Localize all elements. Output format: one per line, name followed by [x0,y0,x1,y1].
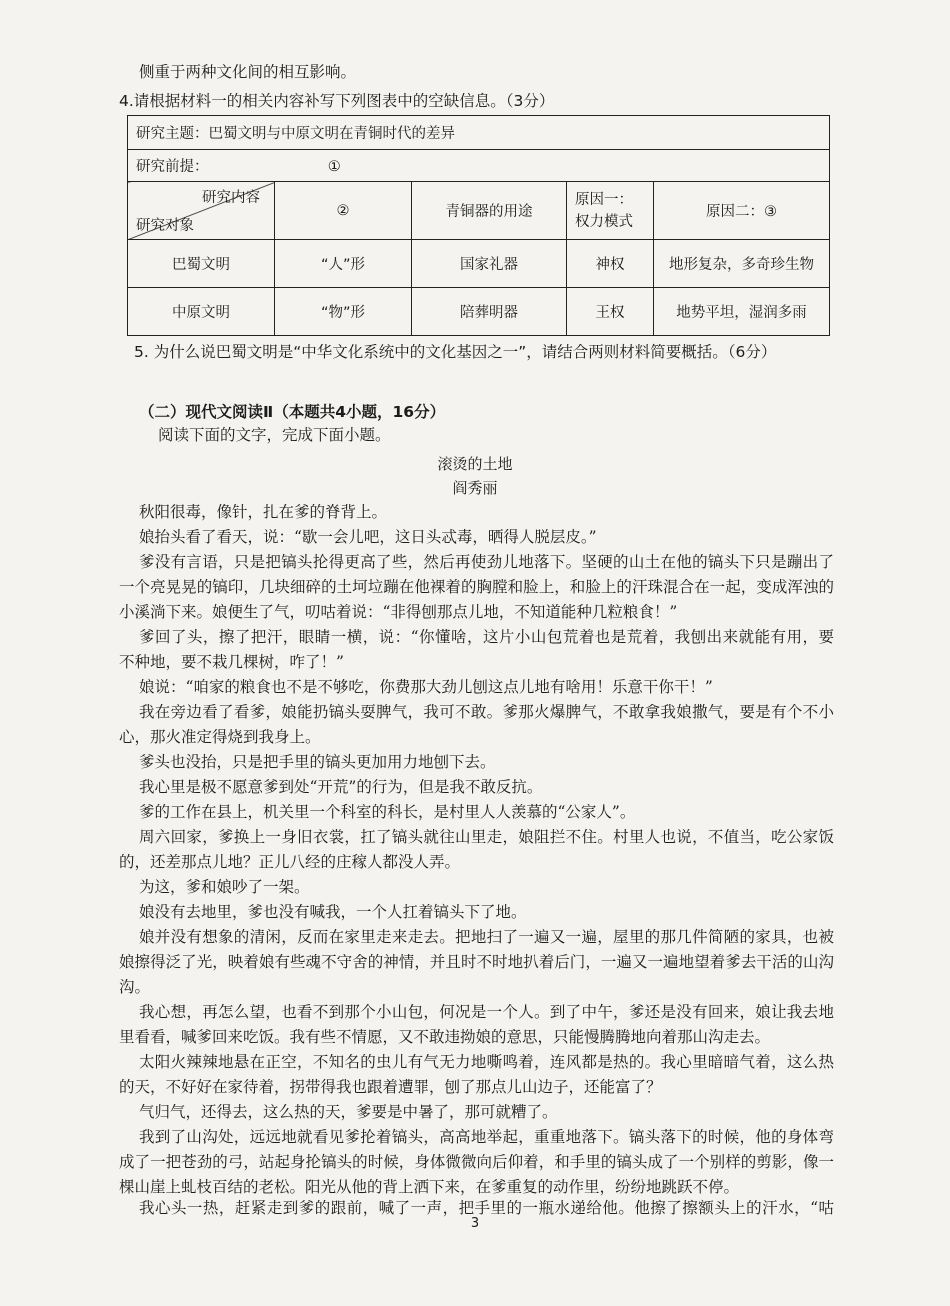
row-shape: “物”形 [275,288,412,336]
header-research-content: 研究内容 [202,190,260,206]
body-line: 娘抬头看了看天，说：“歇一会儿吧，这日头忒毒，晒得人脱层皮。” [139,528,597,546]
header-bronze-use: 青铜器的用途 [412,182,567,240]
article-author: 阎秀丽 [452,479,498,497]
table-topic: 研究主题：巴蜀文明与中原文明在青铜时代的差异 [128,116,830,150]
body-line: 爹没有言语，只是把镐头抡得更高了些，然后再使劲儿地落下。坚硬的山土在他的镐头下只是蹦出了 [139,553,834,571]
row-use: 陪葬明器 [412,288,567,336]
table-row [128,240,830,288]
header-research-object: 研究对象 [136,218,194,234]
premise-blank-1: ① [327,159,341,175]
body-line: 心，那火准定得烧到我身上。 [119,728,321,746]
body-line: 我心想，再怎么望，也看不到那个小山包，何况是一个人。到了中午，爹还是没有回来，娘让我去地 [139,1003,834,1021]
row-use: 国家礼器 [412,240,567,288]
question-5: 5. 为什么说巴蜀文明是“中华文化系统中的文化基因之一”，请结合两则材料简要概括。（6分） [134,343,777,361]
diagonal-header-cell [128,182,275,240]
body-line: 沟。 [119,978,151,996]
row-reason: 地形复杂，多奇珍生物 [654,240,830,288]
header-blank-2: ② [275,182,412,240]
table-premise [128,150,830,182]
row-shape: “人”形 [275,240,412,288]
body-line: 的天，不好好在家待着，拐带得我也跟着遭罪，刨了那点儿山边子，还能富了？ [119,1078,662,1096]
body-line: 气归气，还得去，这么热的天，爹要是中暑了，那可就糟了。 [139,1103,558,1121]
body-line: 娘擦得泛了光，映着娘有些魂不守舍的神情，并且时不时地扒着后门，一遍又一遍地望着爹去干活的山沟 [119,953,834,971]
body-line: 里看看，喊爹回来吃饭。我有些不情愿，又不敢违拗娘的意思，只能慢腾腾地向着那山沟走去。 [119,1028,771,1046]
body-line: 娘说：“咱家的粮食也不是不够吃，你费那大劲儿刨这点儿地有啥用！乐意干你干！” [139,678,713,696]
body-line: 不种地，要不栽几棵树，咋了！” [119,653,344,671]
header-reason-2: 原因二：③ [654,182,830,240]
body-line: 为这，爹和娘吵了一架。 [139,878,310,896]
body-line: 秋阳很毒，像针，扎在爹的脊背上。 [139,503,388,521]
body-line: 周六回家，爹换上一身旧衣裳，扛了镐头就往山里走，娘阻拦不住。村里人也说，不值当，吃公家饭 [139,828,834,846]
body-line: 太阳火辣辣地悬在正空，不知名的虫儿有气无力地嘶鸣着，连风都是热的。我心里暗暗气着，这么热 [139,1053,834,1071]
body-line: 我心头一热，赶紧走到爹的跟前，喊了一声，把手里的一瓶水递给他。他擦了擦额头上的汗水，“咕 [139,1199,834,1217]
header-reason-1-line1: 原因一： [575,191,633,208]
body-line: 成了一把苍劲的弓，站起身抡镐头的时候，身体微微向后仰着，和手里的镐头成了一个别样的剪影，像一 [119,1153,834,1171]
section-title: （二）现代文阅读Ⅱ（本题共4小题，16分） [139,403,446,421]
row-reason: 地势平坦，湿润多雨 [654,288,830,336]
row-object: 巴蜀文明 [128,240,275,288]
row-power: 神权 [567,240,654,288]
intro-line: 侧重于两种文化间的相互影响。 [139,63,357,81]
row-power: 王权 [567,288,654,336]
body-line: 爹的工作在县上，机关里一个科室的科长，是村里人人羡慕的“公家人”。 [139,803,636,821]
premise-label: 研究前提： [136,159,209,175]
question-4: 4.请根据材料一的相关内容补写下列图表中的空缺信息。（3分） [119,92,555,110]
body-line: 爹头也没抬，只是把手里的镐头更加用力地刨下去。 [139,753,496,771]
body-line: 我到了山沟处，远远地就看见爹抡着镐头，高高地举起，重重地落下。镐头落下的时候，他的身体弯 [139,1128,834,1146]
body-line: 的，还差那点儿地？正儿八经的庄稼人都没人弄。 [119,853,461,871]
row-object: 中原文明 [128,288,275,336]
instruction: 阅读下面的文字，完成下面小题。 [158,426,391,444]
body-line: 棵山崖上虬枝百结的老松。阳光从他的背上洒下来，在爹重复的动作里，纷纷地跳跃不停。 [119,1178,740,1196]
table-row [128,288,830,336]
body-line: 爹回了头，擦了把汗，眼睛一横，说：“你懂啥，这片小山包荒着也是荒着，我刨出来就能有用，要 [139,628,834,646]
body-line: 我心里是极不愿意爹到处“开荒”的行为，但是我不敢反抗。 [139,778,543,796]
body-line: 我在旁边看了看爹，娘能扔镐头耍脾气，我可不敢。爹那火爆脾气，不敢拿我娘撒气，要是有个不小 [139,703,834,721]
header-reason-1 [567,182,654,240]
body-line: 娘没有去地里，爹也没有喊我，一个人扛着镐头下了地。 [139,903,527,921]
body-line: 一个亮晃晃的镐印，几块细碎的土坷垃蹦在他裸着的胸膛和脸上，和脸上的汗珠混合在一起，变成浑浊的 [119,578,834,596]
article-title: 滚烫的土地 [437,455,513,473]
body-line: 小溪淌下来。娘便生了气，叨咕着说：“非得刨那点儿地，不知道能种几粒粮食！” [119,603,678,621]
research-table [127,115,830,336]
header-reason-1-line2: 权力模式 [575,213,633,230]
body-line: 娘并没有想象的清闲，反而在家里走来走去。把地扫了一遍又一遍，屋里的那几件简陋的家具，也被 [139,928,834,946]
page-number: 3 [470,1216,480,1231]
